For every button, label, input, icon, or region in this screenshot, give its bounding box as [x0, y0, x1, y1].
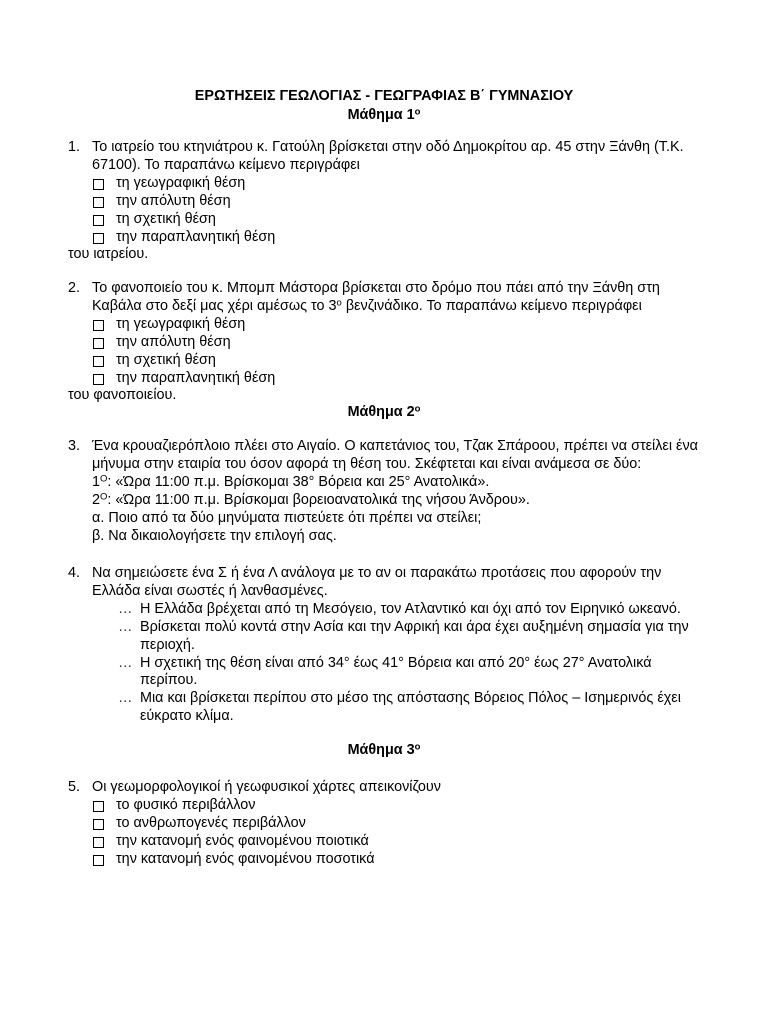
answer-option-label: την απόλυτη θέση: [116, 192, 231, 209]
answer-blank: …: [118, 690, 133, 707]
lesson-ordinal: ο: [414, 741, 421, 753]
sub-question-b: β. Να δικαιολογήσετε την επιλογή σας.: [92, 527, 337, 544]
answer-blank: …: [118, 600, 133, 617]
checkbox-icon: [93, 338, 104, 349]
checkbox-icon: [93, 179, 104, 190]
lesson-ordinal: ο: [414, 106, 421, 118]
checkbox-icon: [93, 374, 104, 385]
statement-line: Η Ελλάδα βρέχεται από τη Μεσόγειο, τον Ατλαντικό και όχι από τον Ειρηνικό ωκεανό.: [140, 600, 681, 617]
message-option-1: [92, 474, 708, 492]
document-header: [0, 87, 768, 125]
question-body: [92, 779, 708, 869]
question-5: [68, 779, 708, 869]
answer-option-label: το ανθρωπογενές περιβάλλον: [116, 814, 306, 831]
question-text-line: 67100). Το παραπάνω κείμενο περιγράφει: [92, 156, 360, 173]
question-text-line: Το φανοποιείο του κ. Μπομπ Μάστορα βρίσκεται στο δρόμο που πάει από την Ξάνθη στη: [92, 280, 660, 296]
answer-option: [92, 334, 708, 352]
question-number: 1.: [68, 139, 81, 155]
message-option-2: [92, 492, 708, 510]
text-segment: Καβάλα στο δεξί μας χέρι αμέσως το 3: [92, 297, 337, 314]
message-number: 2: [92, 491, 101, 508]
question-text-line: Το ιατρείο του κτηνιάτρου κ. Γατούλη βρίσκεται στην οδό Δημοκρίτου αρ. 45 στην Ξάνθη (Τ.Κ.: [92, 139, 684, 155]
question-text-line: Ελλάδα είναι σωστές ή λανθασμένες.: [92, 582, 328, 599]
checkbox-icon: [93, 837, 104, 848]
answer-option: [92, 229, 708, 247]
question-4: [68, 565, 708, 726]
question-text-line: Ένα κρουαζιερόπλοιο πλέει στο Αιγαίο. Ο καπετάνιος του, Τζακ Σπάροου, πρέπει να στείλει ένα: [92, 438, 698, 454]
answer-option: [92, 175, 708, 193]
statement-line: εύκρατο κλίμα.: [140, 708, 234, 725]
true-false-statement: [92, 655, 708, 691]
answer-option-label: τη γεωγραφική θέση: [116, 315, 246, 332]
message-ordinal: Ο: [100, 473, 108, 485]
question-number: 2.: [68, 280, 81, 296]
text-segment: βενζινάδικο. Το παραπάνω κείμενο περιγράφει: [341, 297, 642, 314]
question-text-line: Να σημειώσετε ένα Σ ή ένα Λ ανάλογα με το αν οι παρακάτω προτάσεις που αφορούν την: [92, 565, 662, 581]
answer-option-label: την απόλυτη θέση: [116, 333, 231, 350]
question-body: [92, 280, 708, 387]
answer-blank: …: [118, 654, 133, 671]
lesson-ordinal: ο: [414, 403, 421, 415]
checkbox-icon: [93, 197, 104, 208]
message-number: 1: [92, 473, 101, 490]
checkbox-icon: [93, 855, 104, 866]
question-number: 5.: [68, 779, 81, 795]
question-tail: του φανοποιείου.: [68, 387, 177, 404]
question-1: [68, 139, 708, 264]
lesson-label: Μάθημα 2: [347, 404, 415, 420]
answer-option-label: τη σχετική θέση: [116, 210, 216, 227]
statement-line: περιοχή.: [140, 636, 195, 653]
lesson-1-heading: [0, 106, 768, 125]
sub-question-a: α. Ποιο από τα δύο μηνύματα πιστεύετε ότι πρέπει να στείλει;: [92, 509, 482, 526]
answer-blank: …: [118, 618, 133, 635]
message-ordinal: Ο: [100, 490, 108, 502]
statement-line: περίπου.: [140, 672, 198, 689]
answer-option: [92, 797, 708, 815]
lesson-2-heading: [0, 404, 768, 422]
question-2: [68, 280, 708, 405]
question-number: 4.: [68, 565, 81, 581]
message-text: : «Ώρα 11:00 π.μ. Βρίσκομαι βορειοανατολικά της νήσου Άνδρου».: [107, 491, 530, 508]
answer-option: [92, 851, 708, 869]
lesson-label: Μάθημα 1: [347, 107, 415, 123]
question-tail: του ιατρείου.: [68, 246, 149, 263]
statement-line: Βρίσκεται πολύ κοντά στην Ασία και την Αφρική και άρα έχει αυξημένη σημασία για την: [140, 618, 689, 635]
checkbox-icon: [93, 215, 104, 226]
question-text-line: μήνυμα στην εταιρία του όσον αφορά τη θέση του. Σκέφτεται και είναι ανάμεσα σε δύο:: [92, 455, 642, 472]
question-body: [92, 438, 708, 545]
answer-option: [92, 815, 708, 833]
answer-option-label: το φυσικό περιβάλλον: [116, 796, 256, 813]
answer-option: [92, 211, 708, 229]
question-text-line: Οι γεωμορφολογικοί ή γεωφυσικοί χάρτες απεικονίζουν: [92, 779, 441, 795]
question-body: [92, 139, 708, 246]
message-text: : «Ώρα 11:00 π.μ. Βρίσκομαι 38° Βόρεια και 25° Ανατολικά».: [107, 473, 490, 490]
checkbox-icon: [93, 356, 104, 367]
answer-option: [92, 193, 708, 211]
answer-option: [92, 833, 708, 851]
statement-line: Η σχετική της θέση είναι από 34° έως 41° Βόρεια και από 20° έως 27° Ανατολικά: [140, 654, 652, 671]
question-3: [68, 438, 708, 545]
question-body: [92, 565, 708, 726]
ordinal-superscript: ο: [336, 297, 342, 309]
answer-option-label: τη σχετική θέση: [116, 351, 216, 368]
answer-option: [92, 370, 708, 388]
answer-option-label: τη γεωγραφική θέση: [116, 174, 246, 191]
answer-option-label: την παραπλανητική θέση: [116, 369, 276, 386]
answer-option-label: την κατανομή ενός φαινομένου ποσοτικά: [116, 850, 375, 867]
statement-line: Μια και βρίσκεται περίπου στο μέσο της απόστασης Βόρειος Πόλος – Ισημερινός έχει: [140, 690, 681, 707]
checkbox-icon: [93, 233, 104, 244]
checkbox-icon: [93, 320, 104, 331]
answer-option: [92, 316, 708, 334]
lesson-3-heading: [0, 742, 768, 760]
answer-option-label: την κατανομή ενός φαινομένου ποιοτικά: [116, 832, 369, 849]
true-false-statement: [92, 619, 708, 655]
question-text-line: [92, 298, 708, 316]
true-false-statement: [92, 690, 708, 726]
lesson-label: Μάθημα 3: [347, 742, 415, 758]
checkbox-icon: [93, 819, 104, 830]
checkbox-icon: [93, 801, 104, 812]
question-number: 3.: [68, 438, 81, 454]
document-title: ΕΡΩΤΗΣΕΙΣ ΓΕΩΛΟΓΙΑΣ - ΓΕΩΓΡΑΦΙΑΣ Β΄ ΓΥΜΝΑΣΙΟΥ: [194, 88, 574, 104]
answer-option-label: την παραπλανητική θέση: [116, 228, 276, 245]
true-false-statement: [92, 601, 708, 619]
answer-option: [92, 352, 708, 370]
